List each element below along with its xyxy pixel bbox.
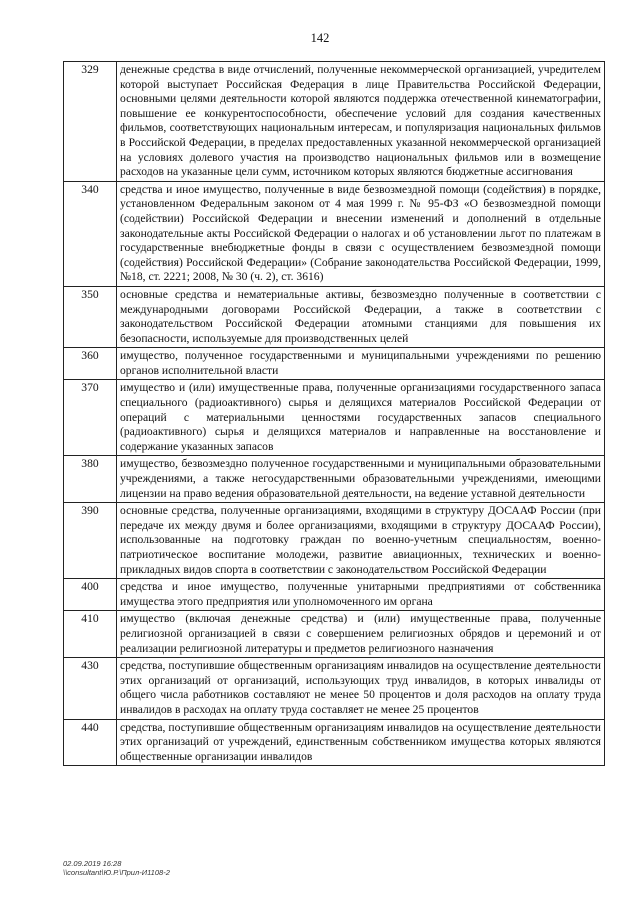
footer-timestamp: 02.09.2019 16:28 (63, 859, 122, 868)
table-row (64, 62, 605, 182)
footer-file-path: \\consultant\Ю.Р.\Прил-И1108-2 (63, 868, 170, 877)
row-description: имущество и (или) имущественные права, полученные организациями государственного запаса специального (радиоактивного) сырья и делящихся материалов Российской Федерации от операций с материальными ценностями государственных запасов специального (радиоактивного) сырья и делящихся материалов и направленные на восстановление и содержание указанных запасов (117, 380, 605, 456)
row-description: основные средства, полученные организациями, входящими в структуру ДОСААФ России (при передаче их между двумя и более организациями, входящими в структуру ДОСААФ России), использованные на подготовку граждан по военно-учетным специальностям, военно-патриотическое воспитание молодежи, развитие авиационных, технических и военно-прикладных видов спорта в соответствии с законодательством Российской Федерации (117, 503, 605, 579)
document-footer (63, 859, 170, 877)
row-description: средства и иное имущество, полученные в виде безвозмездной помощи (содействия) в порядке, установленном Федеральным законом от 4 мая 1999 г. № 95-ФЗ «О безвозмездной помощи (содействии) Российской Федерации и внесении изменений и дополнений в отдельные законодательные акты Российской Федерации о налогах и об установлении льгот по платежам в государственные внебюджетные фонды в связи с осуществлением безвозмездной помощи (содействия) Российской Федерации» (Собрание законодательства Российской Федерации, 1999, №18, ст. 2221; 2008, № 30 (ч. 2), ст. 3616) (117, 181, 605, 286)
row-description: средства, поступившие общественным организациям инвалидов на осуществление деятельности этих организаций от учреждений, единственным собственником имущества которых являются общественные организации инвалидов (117, 719, 605, 766)
row-description: средства и иное имущество, полученные унитарными предприятиями от собственника имущества этого предприятия или уполномоченного им органа (117, 579, 605, 611)
row-code: 360 (64, 348, 117, 380)
row-description: средства, поступившие общественным организациям инвалидов на осуществление деятельности этих организаций от организаций, использующих труд инвалидов, в которых инвалиды от общего числа работников составляют не менее 50 процентов и доля расходов на оплату труда инвалидов в расходах на оплату труда составляет не менее 25 процентов (117, 658, 605, 719)
row-code: 380 (64, 456, 117, 503)
table-row (64, 181, 605, 286)
table-row (64, 658, 605, 719)
row-code: 340 (64, 181, 117, 286)
row-description: имущество, полученное государственными и муниципальными учреждениями по решению органов исполнительной власти (117, 348, 605, 380)
row-description: денежные средства в виде отчислений, полученные некоммерческой организацией, учредителем которой выступает Российская Федерация в лице Правительства Российской Федерации, основными целями деятельности которой являются поддержка отечественной кинематографии, повышение ее конкурентоспособности, обеспечение условий для создания качественных фильмов, соответствующих национальным интересам, и популяризация национальных фильмов в Российской Федерации, в пределах предоставленных указанной некоммерческой организацией на условиях долевого участия на производство национальных фильмов или в возмещение расходов на указанные цели сумм, источником которых являются бюджетные ассигнования (117, 62, 605, 182)
table-row (64, 380, 605, 456)
table-row (64, 719, 605, 766)
row-code: 400 (64, 579, 117, 611)
page-number: 142 (310, 31, 330, 45)
table-row (64, 503, 605, 579)
row-code: 410 (64, 611, 117, 658)
table-row (64, 579, 605, 611)
code-table (63, 61, 605, 766)
table-row (64, 286, 605, 347)
table-row (64, 611, 605, 658)
row-code: 350 (64, 286, 117, 347)
row-code: 370 (64, 380, 117, 456)
row-description: имущество, безвозмездно полученное государственными и муниципальными образовательными учреждениями, а также негосударственными образовательными учреждениями, имеющими лицензии на право ведения образовательной деятельности, на ведение уставной деятельности (117, 456, 605, 503)
table-row (64, 456, 605, 503)
row-code: 430 (64, 658, 117, 719)
row-description: имущество (включая денежные средства) и (или) имущественные права, полученные религиозной организацией в связи с совершением религиозных обрядов и церемоний и от реализации религиозной литературы и предметов религиозного назначения (117, 611, 605, 658)
row-description: основные средства и нематериальные активы, безвозмездно полученные в соответствии с международными договорами Российской Федерации, а также в соответствии с законодательством Российской Федерации атомными станциями для повышения их безопасности, используемые для производственных целей (117, 286, 605, 347)
table-row (64, 348, 605, 380)
row-code: 440 (64, 719, 117, 766)
row-code: 329 (64, 62, 117, 182)
row-code: 390 (64, 503, 117, 579)
